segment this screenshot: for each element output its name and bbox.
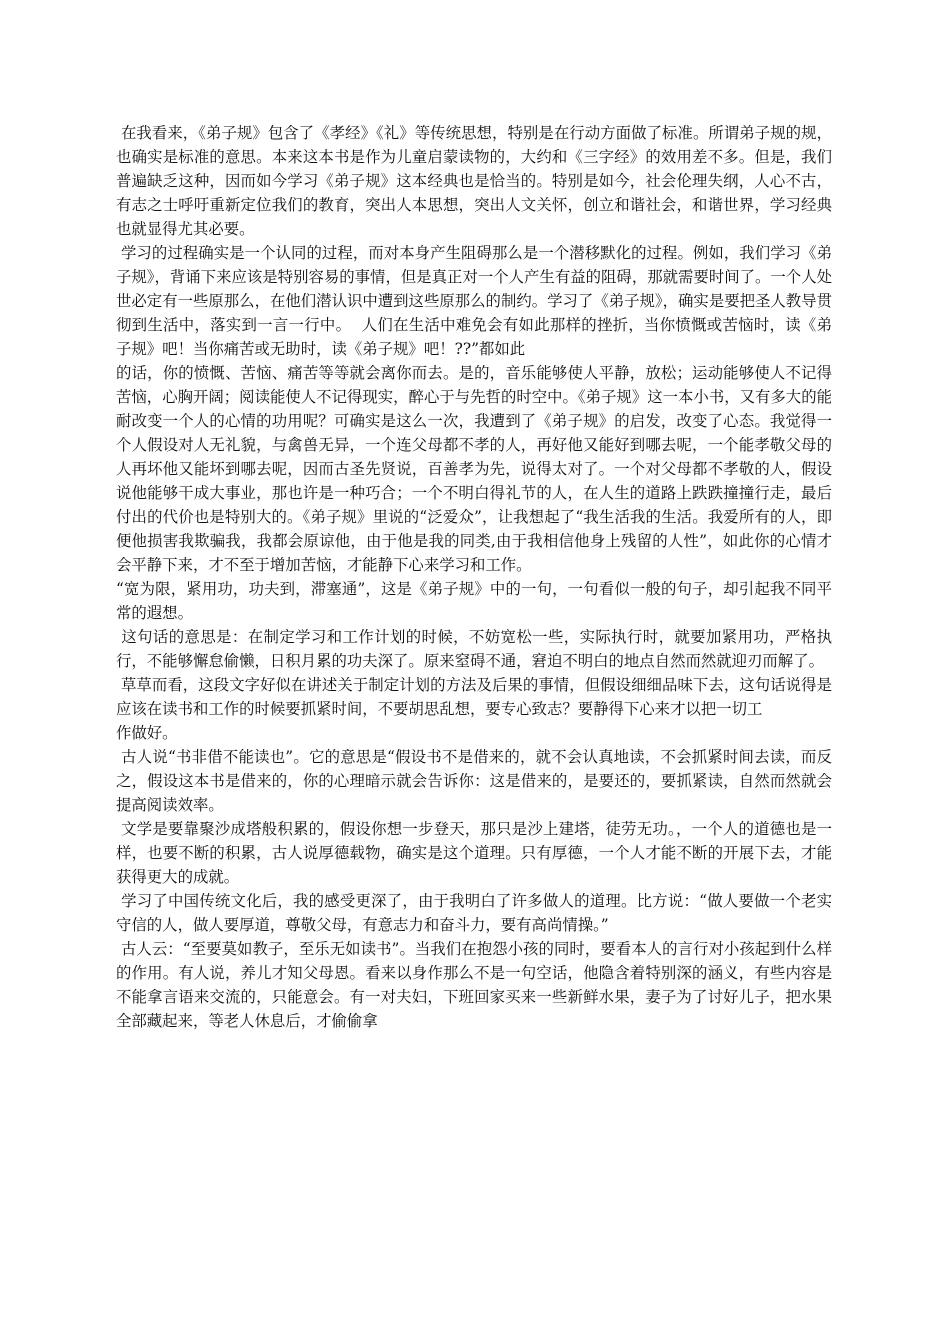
- paragraph-5: 这句话的意思是：在制定学习和工作计划的时候，不妨宽松一些，实际执行时，就要加紧用功，严格执行，不能够懈怠偷懒，日积月累的功夫深了。原来窒碍不通，窘迫不明白的地点自然而然就迎刃而解了。: [116, 628, 832, 670]
- paragraph-4: “宽为限，紧用功，功夫到，滞塞通”，这是《弟子规》中的一句，一句看似一般的句子，却引起我不同平常的遐想。: [116, 580, 832, 622]
- paragraph-11: 古人云：“至要莫如教子，至乐无如读书”。当我们在抱怨小孩的同时，要看本人的言行对小孩起到什么样的作用。有人说，养儿才知父母恩。看来以身作那么不是一句空话，他隐含着特别深的涵义，有些内容是不能拿言语来交流的，只能意会。有一对夫妇，下班回家买来一些新鲜水果，妻子为了讨好儿子，把水果全部藏起来，等老人休息后，才偷偷拿: [116, 940, 832, 1030]
- paragraph-7: 作做好。: [116, 724, 178, 742]
- paragraph-2: 学习的过程确实是一个认同的过程，而对本身产生阻碍那么是一个潜移默化的过程。例如，我们学习《弟子规》，背诵下来应该是特别容易的事情，但是真正对一个人产生有益的阻碍，那就需要时间了。一个人处世必定有一些原那么，在他们潜认识中遭到这些原那么的制约。学习了《弟子规》，确实是要把圣人教导贯彻到生活中，落实到一言一行中。 人们在生活中难免会有如此那样的挫折，当你愤慨或苦恼时，读《弟子规》吧！当你痛苦或无助时，读《弟子规》吧！??”都如此: [116, 244, 832, 358]
- paragraph-6: 草草而看，这段文字好似在讲述关于制定计划的方法及后果的事情，但假设细细品味下去，这句话说得是应该在读书和工作的时候要抓紧时间，不要胡思乱想，要专心致志？要静得下心来才以把一切工: [116, 676, 832, 718]
- paragraph-1: 在我看来，《弟子规》包含了《孝经》《礼》等传统思想，特别是在行动方面做了标准。所谓弟子规的规，也确实是标准的意思。本来这本书是作为儿童启蒙读物的，大约和《三字经》的效用差不多。但是，我们普遍缺乏这种，因而如今学习《弟子规》这本经典也是恰当的。特别是如今，社会伦理失纲，人心不古，有志之士呼吁重新定位我们的教育，突出人本思想，突出人文关怀，创立和谐社会，和谐世界，学习经典也就显得尤其必要。: [116, 124, 832, 238]
- paragraph-9: 文学是要靠聚沙成塔般积累的，假设你想一步登天，那只是沙上建塔，徒劳无功。，一个人的道德也是一样，也要不断的积累，古人说厚德载物，确实是这个道理。只有厚德，一个人才能不断的开展下去，才能获得更大的成就。: [116, 820, 832, 886]
- document-body: [116, 121, 832, 1033]
- paragraph-8: 古人说“书非借不能读也”。它的意思是“假设书不是借来的，就不会认真地读，不会抓紧时间去读，而反之，假设这本书是借来的，你的心理暗示就会告诉你：这是借来的，是要还的，要抓紧读，自然而然就会提高阅读效率。: [116, 748, 832, 814]
- paragraph-10: 学习了中国传统文化后，我的感受更深了，由于我明白了许多做人的道理。比方说：“做人要做一个老实守信的人，做人要厚道，尊敬父母，有意志力和奋斗力，要有高尚情操。”: [116, 892, 832, 934]
- paragraph-3: 的话，你的愤慨、苦恼、痛苦等等就会离你而去。是的，音乐能够使人平静，放松；运动能够使人不记得苦恼，心胸开阔；阅读能使人不记得现实，醉心于与先哲的时空中。《弟子规》这一本小书，又有多大的能耐改变一个人的心情的功用呢？可确实是这么一次，我遭到了《弟子规》的启发，改变了心态。我觉得一个人假设对人无礼貌，与禽兽无异，一个连父母都不孝的人，再好他又能好到哪去呢，一个能孝敬父母的人再坏他又能坏到哪去呢，因而古圣先贤说，百善孝为先，说得太对了。一个对父母都不孝敬的人，假设说他能够干成大事业，那也许是一种巧合；一个不明白得礼节的人，在人生的道路上跌跌撞撞行走，最后付出的代价也是特别大的。《弟子规》里说的“泛爱众”，让我想起了“我生活我的生活。我爱所有的人，即便他损害我欺骗我，我都会原谅他，由于他是我的同类,由于我相信他身上残留的人性”，如此你的心情才会平静下来，才不至于增加苦恼，才能静下心来学习和工作。: [116, 364, 832, 574]
